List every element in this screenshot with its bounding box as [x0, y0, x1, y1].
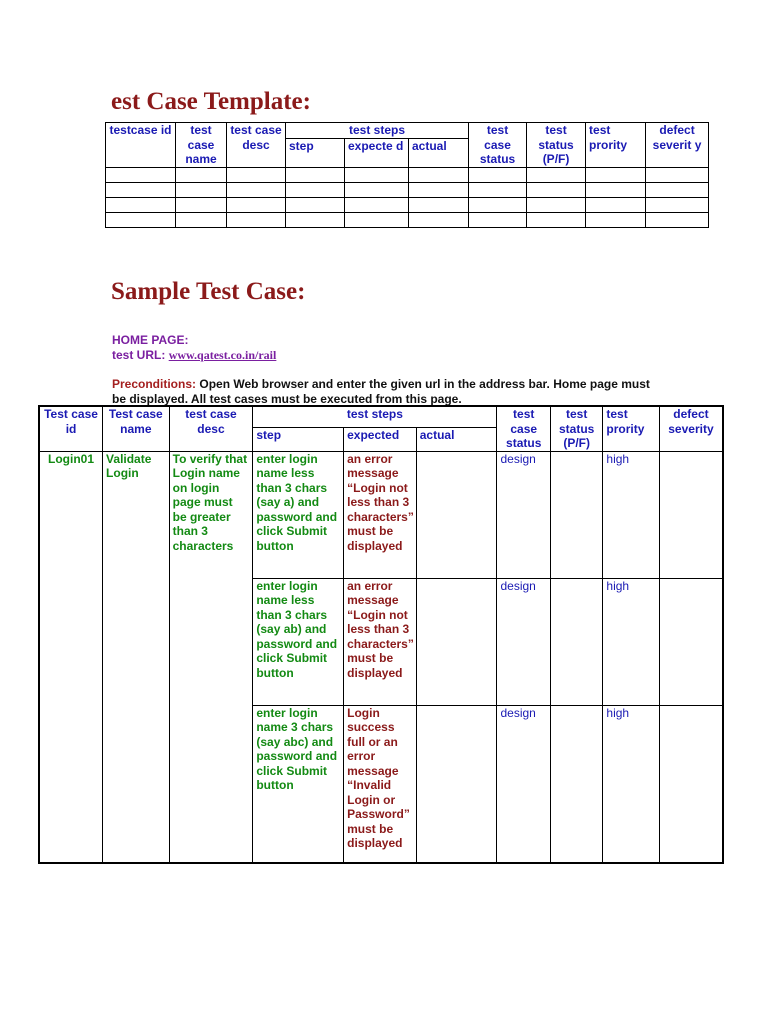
step-cell: enter login name less than 3 chars (say a) and password and click Submit button: [253, 451, 344, 578]
actual-cell: [416, 451, 497, 578]
expected-cell: an error message “Login not less than 3 characters” must be displayed: [344, 578, 417, 705]
header-actual: actual: [409, 138, 469, 167]
template-table: [105, 122, 709, 228]
actual-cell: [416, 705, 497, 863]
step-cell: enter login name 3 chars (say abc) and password and click Submit button: [253, 705, 344, 863]
test-case-name-cell: Validate Login: [103, 451, 170, 863]
preconditions: [112, 377, 652, 406]
status-cell: design: [497, 705, 550, 863]
header-test-case-name: test case name: [176, 123, 227, 168]
header-actual: actual: [416, 427, 497, 451]
header-test-case-status: test case status: [497, 406, 550, 451]
header-test-case-desc: test case desc: [169, 406, 253, 451]
header-step: step: [253, 427, 344, 451]
sample-title: Sample Test Case:: [111, 278, 306, 305]
test-status-cell: [550, 578, 602, 705]
header-defect-severity: defect severity: [659, 406, 723, 451]
test-case-id-cell: Login01: [39, 451, 103, 863]
test-url-link[interactable]: www.qatest.co.in/rail: [168, 348, 277, 362]
header-test-steps: test steps: [253, 406, 497, 427]
header-expected: expecte d: [345, 138, 409, 167]
preconditions-label: Preconditions:: [112, 377, 197, 391]
table-row: [106, 167, 709, 182]
table-row: [39, 451, 723, 578]
header-testcase-id: testcase id: [106, 123, 176, 168]
step-cell: enter login name less than 3 chars (say ab) and password and click Submit button: [253, 578, 344, 705]
header-test-steps: test steps: [286, 123, 469, 139]
preconditions-text: Open Web browser and enter the given url in the address bar. Home page must be displayed. All test cases must be executed from this page.: [112, 377, 650, 406]
prority-cell: high: [603, 578, 659, 705]
header-test-case-id: Test case id: [39, 406, 103, 451]
test-status-cell: [550, 705, 602, 863]
actual-cell: [416, 578, 497, 705]
header-test-case-desc: test case desc: [227, 123, 286, 168]
severity-cell: [659, 705, 723, 863]
header-test-case-status: test case status: [469, 123, 527, 168]
header-test-prority: test prority: [586, 123, 646, 168]
status-cell: design: [497, 578, 550, 705]
header-test-case-name: Test case name: [103, 406, 170, 451]
prority-cell: high: [603, 451, 659, 578]
test-status-cell: [550, 451, 602, 578]
table-row: [106, 197, 709, 212]
header-step: step: [286, 138, 345, 167]
table-row: [106, 212, 709, 227]
sample-test-case-table: [38, 405, 724, 864]
test-url-line: [112, 348, 276, 363]
header-test-status: test status (P/F): [527, 123, 586, 168]
severity-cell: [659, 451, 723, 578]
header-expected: expected: [344, 427, 417, 451]
header-defect-severity: defect severit y: [646, 123, 709, 168]
header-test-prority: test prority: [603, 406, 659, 451]
test-url-label: test URL:: [112, 348, 166, 362]
expected-cell: an error message “Login not less than 3 characters” must be displayed: [344, 451, 417, 578]
severity-cell: [659, 578, 723, 705]
expected-cell: Login success full or an error message “Invalid Login or Password” must be displayed: [344, 705, 417, 863]
prority-cell: high: [603, 705, 659, 863]
table-row: [106, 182, 709, 197]
status-cell: design: [497, 451, 550, 578]
test-case-desc-cell: To verify that Login name on login page must be greater than 3 characters: [169, 451, 253, 863]
home-page-label: HOME PAGE:: [112, 333, 189, 347]
template-title: est Case Template:: [111, 88, 311, 115]
header-test-status: test status (P/F): [550, 406, 602, 451]
